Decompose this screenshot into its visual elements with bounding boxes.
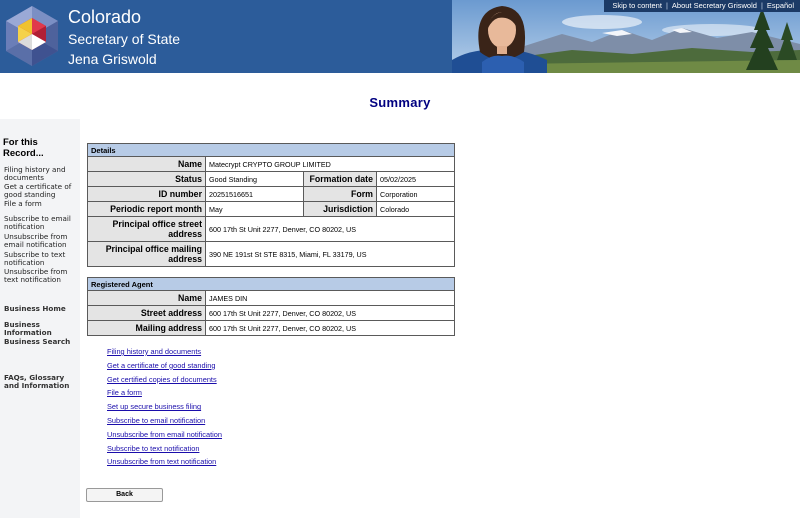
link-certified-copies[interactable]: Get certified copies of documents [107,374,217,384]
skip-to-content-link[interactable]: Skip to content [612,1,662,10]
sidebar-link-unsubscribe-email[interactable]: Unsubscribe from email notification [4,232,68,249]
principal-mailing-value: 390 NE 191st St STE 8315, Miami, FL 33179, US [206,242,455,267]
brand-office: Secretary of State [68,31,181,47]
espanol-link[interactable]: Español [766,1,794,10]
registered-agent-table [87,277,455,336]
agent-name-label: Name [88,291,206,306]
formation-date-label: Formation date [304,172,377,187]
link-subscribe-email[interactable]: Subscribe to email notification [107,415,206,425]
details-table [87,143,455,267]
site-header [0,0,800,73]
form-label: Form [304,187,377,202]
agent-street-label: Street address [88,306,206,321]
agent-name-value: JAMES DIN [206,291,455,306]
sidebar-link-filing-history[interactable]: Filing history and documents [4,165,66,182]
status-label: Status [88,172,206,187]
sidebar-link-subscribe-text[interactable]: Subscribe to text notification [4,250,66,267]
jurisdiction-label: Jurisdiction [304,202,377,217]
sidebar-link-unsubscribe-text[interactable]: Unsubscribe from text notification [4,267,68,284]
sidebar-link-business-information[interactable]: Business Information [4,320,52,337]
brand-secretary: Jena Griswold [68,51,157,67]
separator: | [760,1,763,10]
sidebar-link-good-standing[interactable]: Get a certificate of good standing [4,182,72,199]
link-subscribe-text[interactable]: Subscribe to text notification [107,443,200,453]
agent-mailing-label: Mailing address [88,321,206,336]
periodic-report-value: May [206,202,304,217]
formation-date-value: 05/02/2025 [377,172,455,187]
sidebar-heading: For this Record... [3,137,44,159]
details-section-header: Details [88,144,455,157]
top-utility-links [604,0,800,12]
principal-mailing-label: Principal office mailing address [88,242,206,267]
link-unsubscribe-email[interactable]: Unsubscribe from email notification [107,429,223,439]
jurisdiction-value: Colorado [377,202,455,217]
separator: | [665,1,668,10]
link-certificate-good-standing[interactable]: Get a certificate of good standing [107,360,216,370]
sidebar-link-business-home[interactable]: Business Home [4,304,66,313]
brand-state: Colorado [68,7,142,27]
agent-mailing-value: 600 17th St Unit 2277, Denver, CO 80202, US [206,321,455,336]
agent-section-header: Registered Agent [88,278,455,291]
sidebar-link-subscribe-email[interactable]: Subscribe to email notification [4,214,71,231]
brand-text[interactable] [68,7,180,68]
form-value: Corporation [377,187,455,202]
sidebar-link-faqs[interactable]: FAQs, Glossary and Information [4,373,70,390]
periodic-report-label: Periodic report month [88,202,206,217]
link-file-form[interactable]: File a form [107,388,142,398]
id-number-label: ID number [88,187,206,202]
link-unsubscribe-text[interactable]: Unsubscribe from text notification [107,457,217,467]
record-links-list [107,345,222,469]
agent-street-value: 600 17th St Unit 2277, Denver, CO 80202, US [206,306,455,321]
back-button[interactable]: Back [86,488,163,502]
id-number-value: 20251516651 [206,187,304,202]
sidebar [0,119,80,518]
link-secure-business-filing[interactable]: Set up secure business filing [107,402,202,412]
link-filing-history[interactable]: Filing history and documents [107,347,202,356]
principal-street-value: 600 17th St Unit 2277, Denver, CO 80202, US [206,217,455,242]
colorado-sos-logo[interactable] [2,4,62,68]
name-value: Matecrypt CRYPTO GROUP LIMITED [206,157,455,172]
page-title: Summary [369,95,431,110]
sidebar-link-business-search[interactable]: Business Search [4,337,71,346]
status-value: Good Standing [206,172,304,187]
about-secretary-link[interactable]: About Secretary Griswold [671,1,757,10]
principal-street-label: Principal office street address [88,217,206,242]
sidebar-link-file-form[interactable]: File a form [4,199,42,208]
name-label: Name [88,157,206,172]
